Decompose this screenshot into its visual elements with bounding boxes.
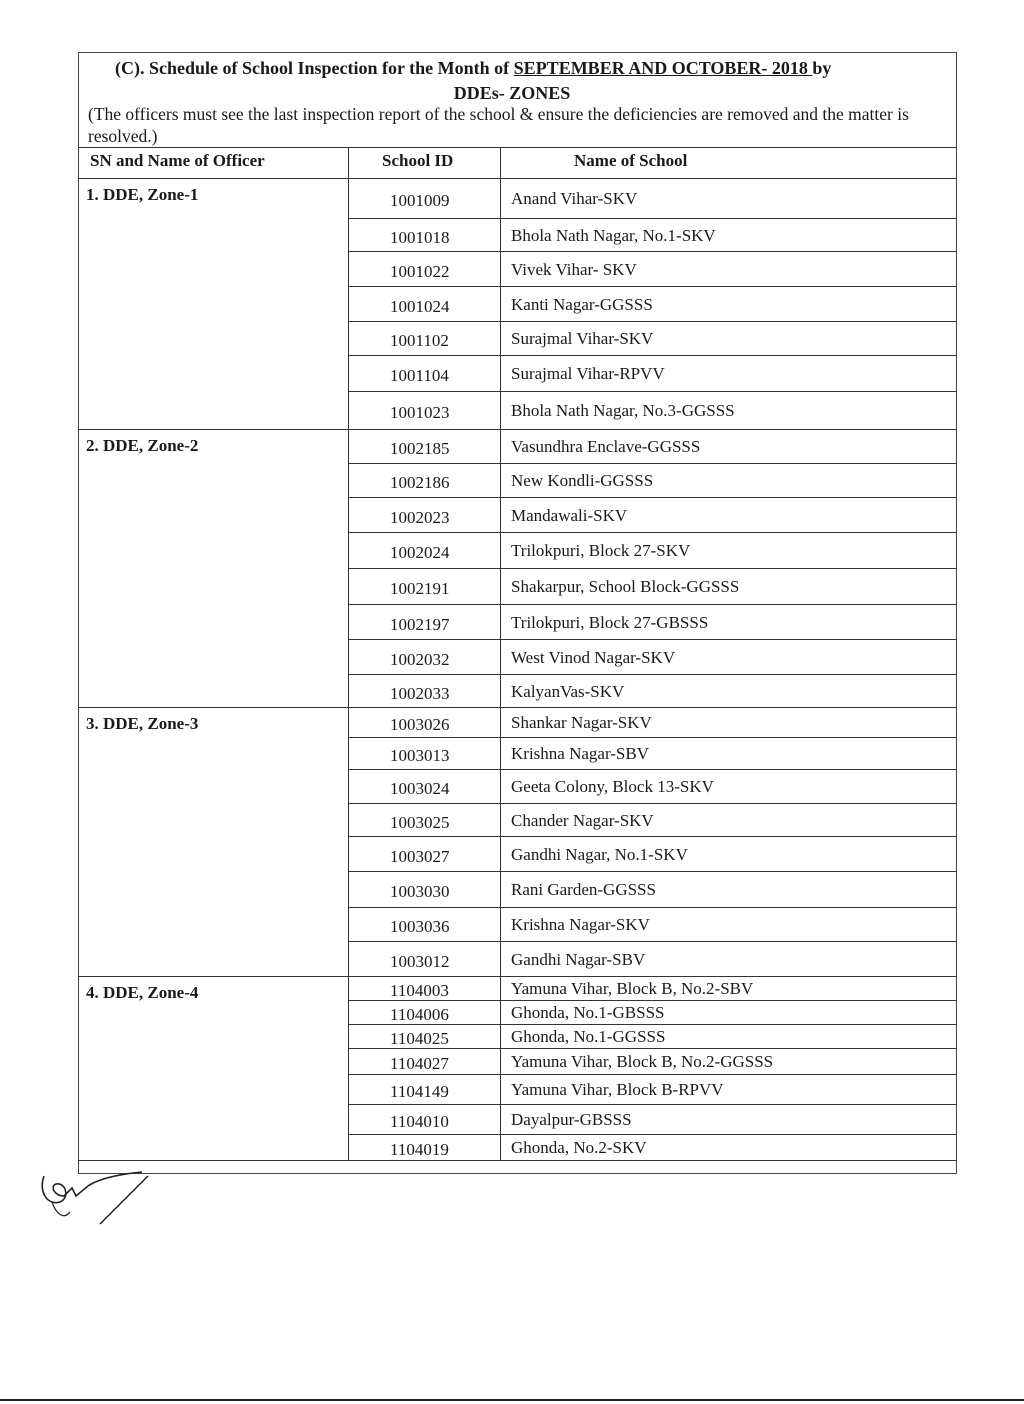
school-name-cell: Yamuna Vihar, Block B, No.2-GGSSS	[511, 1052, 774, 1071]
school-name-cell: Chander Nagar-SKV	[511, 810, 654, 830]
zone-label: 2. DDE, Zone-2	[86, 436, 199, 455]
school-name-cell: Geeta Colony, Block 13-SKV	[511, 777, 714, 796]
row-rule	[348, 286, 957, 287]
row-rule	[348, 1000, 957, 1001]
header-school-id: School ID	[382, 151, 454, 170]
school-id-cell: 1104025	[390, 1029, 449, 1048]
school-id-cell: 1002023	[390, 507, 450, 527]
school-name-cell: Ghonda, No.2-SKV	[511, 1138, 647, 1157]
school-id-cell: 1002186	[390, 473, 450, 492]
school-id-cell: 1003013	[390, 746, 450, 765]
row-rule	[348, 907, 957, 908]
row-rule	[348, 218, 957, 219]
school-id-cell: 1001022	[390, 261, 450, 281]
row-rule	[348, 769, 957, 770]
school-name-cell: Shakarpur, School Block-GGSSS	[511, 577, 740, 596]
school-name-cell: Dayalpur-GBSSS	[511, 1110, 632, 1129]
school-id-cell: 1002185	[390, 439, 450, 458]
row-rule	[348, 497, 957, 498]
row-rule	[348, 836, 957, 837]
school-name-cell: New Kondli-GGSSS	[511, 471, 654, 490]
header-school-name: Name of School	[574, 151, 688, 170]
row-rule	[348, 1024, 957, 1025]
header-bottom-rule	[78, 178, 957, 179]
document-title	[115, 58, 831, 79]
school-name-cell: Gandhi Nagar-SBV	[511, 949, 646, 969]
school-name-cell: Mandawali-SKV	[511, 505, 628, 525]
row-rule	[348, 391, 957, 392]
page-bottom-rule	[0, 1399, 1024, 1401]
school-id-cell: 1001104	[390, 366, 449, 385]
zone-label: 1. DDE, Zone-1	[86, 185, 199, 204]
table-top-rule	[78, 147, 957, 148]
school-id-cell: 1104003	[390, 981, 449, 1000]
row-rule	[348, 674, 957, 675]
school-name-cell: Rani Garden-GGSSS	[511, 880, 656, 899]
instruction-note: (The officers must see the last inspection report of the school & ensure the deficiencies are removed and the matter is resolved.)	[88, 104, 909, 146]
school-name-cell: Vivek Vihar- SKV	[511, 259, 637, 279]
school-id-cell: 1001009	[390, 191, 450, 210]
row-rule	[348, 463, 957, 464]
school-name-cell: Anand Vihar-SKV	[511, 189, 638, 208]
row-rule	[348, 604, 957, 605]
school-name-cell: Ghonda, No.1-GGSSS	[511, 1027, 666, 1046]
row-rule	[78, 429, 957, 430]
school-name-cell: West Vinod Nagar-SKV	[511, 647, 676, 667]
school-id-cell: 1003027	[390, 846, 450, 866]
signature-mark	[30, 1162, 160, 1242]
row-rule	[348, 1048, 957, 1049]
school-id-cell: 1002033	[390, 683, 450, 703]
school-id-cell: 1003026	[390, 715, 450, 734]
school-name-cell: Gandhi Nagar, No.1-SKV	[511, 844, 688, 864]
school-name-cell: Yamuna Vihar, Block B-RPVV	[511, 1080, 724, 1099]
document-subtitle: DDEs- ZONES	[453, 83, 571, 103]
title-suffix: by	[812, 58, 832, 78]
school-id-cell: 1104149	[390, 1082, 449, 1101]
school-id-cell: 1003025	[390, 812, 450, 832]
row-rule	[348, 803, 957, 804]
school-name-cell: Surajmal Vihar-SKV	[511, 329, 654, 348]
col-divider-id	[348, 147, 349, 1160]
school-id-cell: 1001018	[390, 227, 450, 247]
zone-label: 3. DDE, Zone-3	[86, 714, 199, 733]
school-name-cell: Kanti Nagar-GGSSS	[511, 294, 653, 314]
school-id-cell: 1002191	[390, 579, 450, 598]
school-name-cell: KalyanVas-SKV	[511, 681, 625, 701]
school-id-cell: 1104006	[390, 1005, 449, 1024]
school-name-cell: Surajmal Vihar-RPVV	[511, 364, 665, 383]
title-month: SEPTEMBER AND OCTOBER- 2018	[513, 58, 813, 78]
school-id-cell: 1003012	[390, 951, 450, 971]
row-rule	[348, 1074, 957, 1075]
row-rule	[348, 568, 957, 569]
school-name-cell: Trilokpuri, Block 27-SKV	[511, 541, 691, 560]
row-rule	[78, 976, 957, 977]
school-id-cell: 1104010	[390, 1112, 449, 1131]
zone-label: 4. DDE, Zone-4	[86, 983, 199, 1002]
row-rule	[348, 639, 957, 640]
header-officer: SN and Name of Officer	[90, 151, 265, 170]
school-id-cell: 1001023	[390, 403, 450, 422]
school-id-cell: 1003036	[390, 917, 450, 936]
title-prefix: (C). Schedule of School Inspection for the Month of	[115, 58, 514, 78]
row-rule	[78, 707, 957, 708]
school-name-cell: Yamuna Vihar, Block B, No.2-SBV	[511, 979, 754, 998]
school-id-cell: 1003030	[390, 882, 450, 901]
school-name-cell: Ghonda, No.1-GBSSS	[511, 1003, 665, 1022]
school-name-cell: Krishna Nagar-SBV	[511, 744, 649, 763]
col-divider-name	[500, 147, 501, 1160]
school-id-cell: 1001024	[390, 296, 450, 316]
school-name-cell: Trilokpuri, Block 27-GBSSS	[511, 612, 709, 632]
school-name-cell: Krishna Nagar-SKV	[511, 915, 650, 934]
row-rule	[348, 355, 957, 356]
school-name-cell: Vasundhra Enclave-GGSSS	[511, 437, 701, 456]
row-rule	[348, 1104, 957, 1105]
row-rule	[348, 1134, 957, 1135]
row-rule	[348, 532, 957, 533]
school-name-cell: Shankar Nagar-SKV	[511, 713, 652, 732]
school-id-cell: 1002032	[390, 649, 450, 669]
school-id-cell: 1104027	[390, 1054, 449, 1073]
row-rule	[348, 251, 957, 252]
row-rule	[348, 737, 957, 738]
school-id-cell: 1104019	[390, 1140, 449, 1159]
row-rule	[348, 871, 957, 872]
row-rule	[348, 321, 957, 322]
school-id-cell: 1001102	[390, 331, 449, 350]
school-id-cell: 1003024	[390, 779, 450, 798]
school-id-cell: 1002024	[390, 543, 450, 562]
row-rule	[78, 1160, 957, 1161]
school-name-cell: Bhola Nath Nagar, No.1-SKV	[511, 225, 716, 245]
school-id-cell: 1002197	[390, 614, 450, 634]
school-name-cell: Bhola Nath Nagar, No.3-GGSSS	[511, 401, 735, 420]
row-rule	[348, 941, 957, 942]
